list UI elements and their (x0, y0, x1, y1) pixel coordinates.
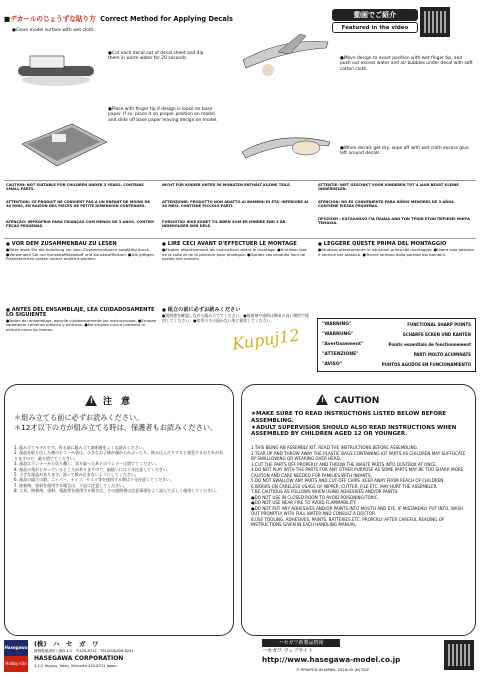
website-label: ハセガワ ウェブサイト (262, 648, 314, 654)
caution-box-en (241, 384, 476, 636)
lang-block-it (318, 242, 474, 257)
age-warning-gr: ΠΡΟΣΟΧΗ : ΚΑΤΑΛΛΗΛΟ ΓΙΑ ΠΑΙΔΙΑ ΑΝΩ ΤΩΝ ΤΡΙΩΝ ΕΤΩΝ ΠΕΡΙΕΧΕΙ ΜΙΚΡΑ ΤΕΜΑΧΙΑ. (318, 217, 470, 226)
lang-body-it: ●Studiare attentamente le istruzioni prima del montaggio. ●Usare solo adesivo e vernice per plastica. ●Tenere lontano dalla portata dei bambini. (318, 246, 474, 257)
video-label-en: Featured in the video (332, 22, 418, 33)
list-item: 6. 部品の組立の際、ニッパー、ナイフ、ヤスリ等を使用する時は十分注意してください。 (14, 477, 174, 483)
age-warning-pt: ATENÇÃO: IMPRÓPRIO PARA CRIANÇAS COM MENOS DE 3 ANOS. CONTEM PEÇAS PEQUENAS. (6, 220, 154, 229)
tray-illustration (12, 104, 112, 174)
caution-box-jp (4, 384, 234, 636)
watermark: Kupuj12 (231, 325, 301, 354)
list-item: 7.BE CAUTIOUS AS FOLLOWS WHEN USING ADHESIVES AND/OR PAINTS: (251, 489, 399, 494)
caution-list-jp (14, 445, 226, 494)
caution-intro-en: ★MAKE SURE TO READ INSTRUCTIONS LISTED BELOW BEFORE ASSEMBLING. ★ADULT SUPERVISIOR SHOULD ALSO READ INSTRUCTIONS WHEN ASSEMBLED BY CHILDREN AGED 12 OR YOUNGER. (251, 411, 457, 438)
list-item: 7. 接着剤、塗料を使用する場合は、下記に注意してください。 (14, 482, 128, 488)
lang-body-jp: ●説明書を確認しながら組み立ててください。●接着剤や塗料は換気の良い場所で使用してください。●幼児の手の届かない所に保管してください。 (162, 312, 309, 323)
lang-block-de (6, 242, 156, 262)
video-label-jp: 動画でご紹介 (332, 9, 418, 21)
step-3: ●Move design to exact position with wet finger tip, and push out excess water and air bubbles under decal with soft cotton cloth. (340, 56, 473, 72)
decal-section-header: ■デカールのじょうずな貼り方 Correct Method for Applying Decals (4, 15, 233, 23)
list-item: 5. 小さな部品があります。誤って飲み込まないようにしてください。 (14, 472, 139, 478)
warning-row: "Avertissement" Points essentials de fonctionnement (322, 342, 471, 347)
new-product-info-label: ハセガワ新製品情報 (262, 639, 340, 647)
age-warning-es: ATENCION: NO ES CONVENIENTE PARA NIÑOS MENORES DE 3 AÑOS. CONTIENE PIEZAS PEQUEÑAS. (318, 200, 456, 209)
caution-title-en: !CAUTION (316, 394, 379, 406)
list-item: 4.DO NOT PLAY WITH THE PARTS FOR ANY OTHER PURPOSE AS SOME PARTS MAY BE TOO SHARP. MORE CAUTION AND CARE NEEDED FOR FAMILIES WITH INFANTS. (251, 467, 464, 478)
company-name-jp: (株) ハ セ ガ ワ (34, 640, 99, 648)
lang-title-it: ■ LEGGERE QUESTE PRIMA DEL MONTAGGIO (318, 242, 474, 247)
printed-in-japan: © PRINTED IN JAPAN. 2018.05 (N) SUZ (296, 667, 370, 672)
lang-title-de: ■ VOR DEM ZUSAMMENBAU ZU LESEN (6, 242, 156, 247)
header-jp: デカールのじょうずな貼り方 (10, 15, 96, 23)
warning-row: "ATTENZIONE" PARTI MOLTO ACUMINATE (322, 352, 471, 357)
list-item: 8. 工具、接着剤、塗料、電池等を使用する場合は、その説明書の注意事項をよく読んで正しく使用してください。 (14, 488, 220, 494)
sharp-points-warning-box (317, 318, 476, 372)
lang-title-jp: ■ 組立の前に必ずお読みください (162, 308, 312, 313)
header-en: Correct Method for Applying Decals (100, 15, 233, 23)
warning-row: "AVISO" PUNTOS AGUDOS EN FUNCIONAMIENTO (322, 362, 471, 367)
list-item: 1.THIS BEING AN ASSEMBLY KIT, READ THE INSTRUCTIONS BEFORE ASSEMBLING. (251, 445, 419, 450)
step-2: ●Place with finger tip if design is loose on base paper. If so, place it on proper position on model and slide off base paper leaving design on model. (108, 107, 218, 123)
hasegawa-logo: Hasegawa Hobby kits (4, 640, 28, 672)
lang-body-de: ●Bitte lesen Sie die Anleitung vor dem Zusammenbauen sorgfältig durch. ●Verwenden Sie nur Kunststoffklebstoff und Kunststofffarben. ●Die giftigen Plastikteilchen sollten vorher entfernt werden. (6, 246, 154, 262)
caution-title-jp: !注 意 (85, 394, 130, 407)
list-item: 4. 部品の角がとがっているところがありますので、取扱いには十分注意してください。 (14, 466, 172, 472)
list-item: 6.WORKS ON CARELESS USAGE OF NIPPER, CUTTER, FILE ETC. MAY HURT THE ASSEMBLER. (251, 483, 438, 489)
list-item: 8.USE TOOLING, ADHESIVES, PAINTS, BATTERIES ETC. PROPERLY AFTER CAREFUL READING OF INSTRUCTIONS GIVEN IN EACH HANDLING MANUAL. (251, 516, 445, 527)
age-warning-it: ATTENZIONE: PRODOTTO NON ADATTO AI BAMBINI DI ETA' INFERIORE AI 36 MESI. CONTIENE PICCOLE PARTI. (162, 200, 309, 209)
plane-illustration (238, 30, 333, 88)
step-1: ●Cut each decal out of decal sheet and dip them in warm water for 20 seconds. (108, 51, 204, 62)
list-item: 5.DO NOT SWALLOW ANY PARTS AND CUT-OFF CHIPS. KEEP AWAY FROM REACH OF CHILDREN. (251, 478, 445, 483)
company-name-en: HASEGAWA CORPORATION (34, 655, 124, 662)
lang-block-es (6, 308, 156, 333)
divider-1 (4, 180, 476, 181)
footer (4, 640, 476, 676)
divider-2 (4, 238, 476, 239)
list-item: ●DO NOT PUT ANY ADHESIVES AND/OR PAINTS INTO MOUTH AND EYE. IF MISTAKENLY PUT INTO, WASH OUT PROMPTLY WITH FULL WATER AND CONSULT A DOCTOR. (251, 505, 464, 516)
list-item: ●DO NOT USE NEAR FIRE TO AVOID FLAMMABILITY. (251, 500, 357, 505)
lang-title-es: ■ ANTES DEL ENSAMBLAJE, LEA CUIDADOSAMENTE LO SIGUIENTE (6, 308, 156, 318)
list-item: 1. 組み立てモデルです。作る前に組み立て説明書をよくお読みください。 (14, 445, 147, 450)
video-qr-code[interactable] (420, 7, 450, 37)
warning-row: "WARNING" FUNCTIONAL SHARP POINTS (322, 322, 471, 327)
age-warning-fr: ATTENTION: CE PRODUIT NE CONVIENT PAS A UN ENFANT DE MOINS DE 36 MOIS, EN RAISON DES PIECES DE PETITE DIMENSION CONTENUES. (6, 200, 150, 209)
warning-triangle-icon (316, 394, 328, 405)
age-warning-nl: ATTENTIE: NIET GESCHIKT VOOR KINDEREN TOT 4 JAAR BEVAT KLEINE ONDERDELEN. (318, 183, 459, 192)
decal-sheet-illustration (12, 48, 100, 90)
lang-body-fr: ●Etudier attentivement les instructions avant le montage. ●N'utiliser que de la colle et de la peinture pour plastique. ●Gardez ces produits hors de portée des enfants. (162, 246, 307, 262)
caution-list-en (251, 445, 469, 528)
list-item: ●DO NOT USE IN CLOSED ROOM TO AVOID POISONING/TOXIC. (251, 494, 379, 500)
warning-row: "WARNUNG" SCHARFE ECKEN UND KANTEN (322, 332, 471, 337)
lang-block-jp (162, 308, 312, 323)
list-item: 2.TEAR UP AND THROW AWAY THE PLASTIC BAGS CONTAINING KIT PARTS AS CHILDREN MAY SUFFOCATE BY SWALLOWING OR WEARING OVER HEAD. (251, 450, 466, 461)
video-caption (332, 9, 418, 37)
lang-block-fr (162, 242, 312, 262)
warning-triangle-icon (85, 395, 97, 406)
step-clean: ●Clean model surface with wet cloth. (12, 28, 95, 33)
list-item: 3.CUT THE PARTS OFF PROPERLY AND THROW THE WASTE PARTS INTO DUSTBOX AT ONCE. (251, 461, 438, 467)
list-item: 2. 部品を取り出した後のビニール袋は、小さなお子様が頭からかぶったり、飲み込んだりすると窒息するおそれがありますので、破り捨ててください。 (14, 450, 224, 461)
step-4: ●When decals get dry, wipe off with wet cloth excess glue left around decals. (340, 146, 469, 157)
website-url-link[interactable]: http://www.hasegawa-model.co.jp (262, 655, 401, 664)
lang-title-fr: ■ LIRE CECI AVANT D'EFFECTUER LE MONTAGE (162, 242, 312, 247)
address-jp: 静岡県焼津市八楠3-1-2 〒425-8711 TEL(054)628-8241 (34, 649, 134, 653)
lang-body-es: ●Antes del ensamblaje, estudie cuidadosamente las instrucciones. ●Emplee solamente cemento plástico y pinturas. ●No emplee nunca cemento ni pintura cerca de llamas. (6, 317, 157, 333)
wipe-illustration (240, 112, 335, 170)
address-en: 3-1-2 Yagusu, Yaizu, Shizuoka 425-8711 Japan. (34, 664, 118, 668)
caution-intro-jp: ＊組み立てる前に必ずお読みください。 ＊12才以下の方が組み立てる時は、保護者もお読みください。 (14, 413, 218, 432)
age-warning-en: CAUTION: NOT SUITABLE FOR CHILDREN UNDER 3 YEARS. CONTAINS SMALL PARTS. (6, 183, 144, 192)
video-badge[interactable] (332, 9, 472, 37)
list-item: 3. 部品はランナーから切り離し、切り取ったあとのランナーは捨ててください。 (14, 461, 160, 467)
age-warning-de: NICHT FÜR KINDER UNTER 36 MONATEN ENTHÄLT KLEINE TEILE. (162, 183, 292, 187)
age-warning-dk: FORSIGTIG! IKKE EGNET TIL BØRN SOM ER MINDRE END 3 ÅR. INDEHOLDER SMÅ DELE. (162, 220, 287, 229)
website-qr-code[interactable] (444, 640, 474, 670)
